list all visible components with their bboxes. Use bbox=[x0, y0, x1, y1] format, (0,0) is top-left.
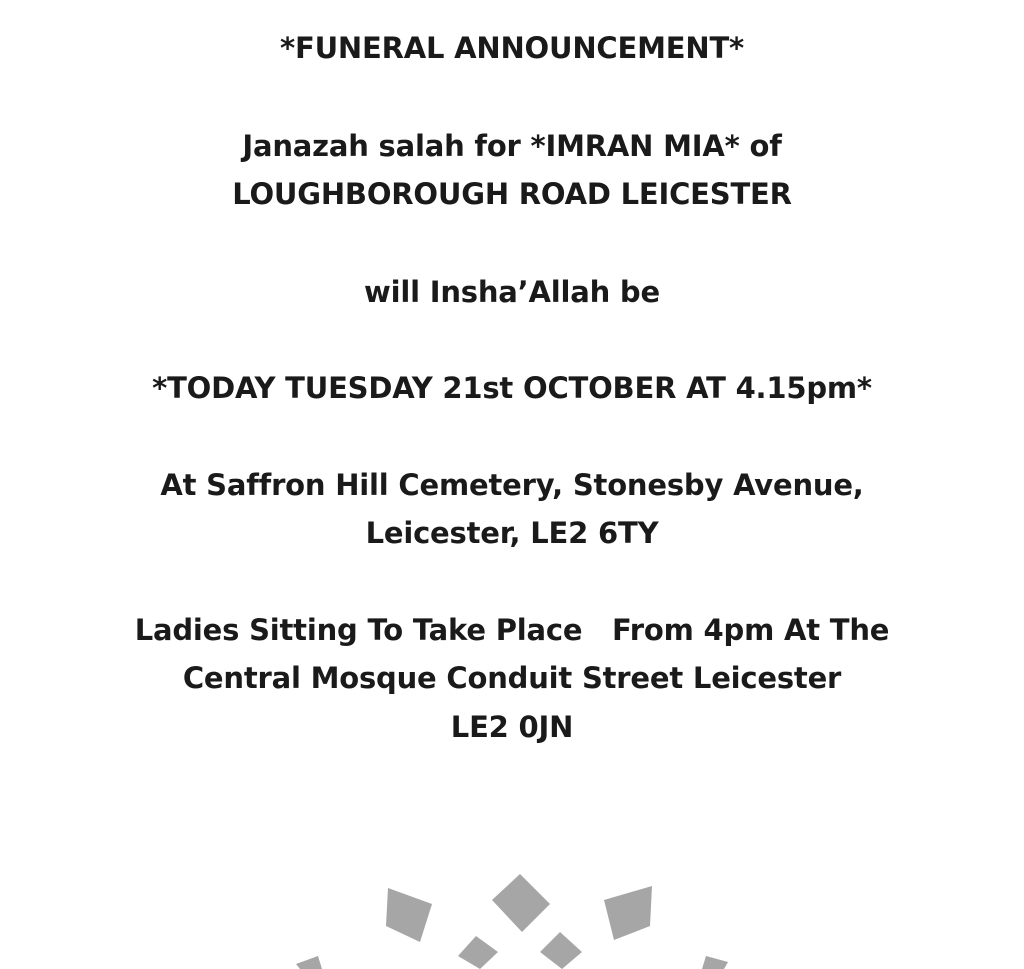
ladies-sitting-line-3: LE2 0JN bbox=[450, 710, 574, 744]
rosette-petal-lower-right bbox=[540, 932, 582, 969]
will-be-line: will Insha’Allah be bbox=[364, 275, 660, 309]
rosette-petal-lower-left bbox=[458, 936, 498, 969]
janazah-intro-line-1: Janazah salah for *IMRAN MIA* of bbox=[242, 129, 782, 163]
rosette-petal-far-left bbox=[296, 956, 322, 969]
janazah-intro-line-2: LOUGHBOROUGH ROAD LEICESTER bbox=[232, 177, 792, 211]
geometric-rosette-icon bbox=[0, 860, 1024, 969]
announcement-title: *FUNERAL ANNOUNCEMENT* bbox=[280, 31, 744, 65]
location-line-1: At Saffron Hill Cemetery, Stonesby Avenue, bbox=[160, 468, 864, 502]
location-line-2: Leicester, LE2 6TY bbox=[365, 516, 659, 550]
date-time-line: *TODAY TUESDAY 21st OCTOBER AT 4.15pm* bbox=[152, 371, 872, 405]
rosette-petal-right bbox=[604, 886, 652, 940]
rosette-petal-left bbox=[386, 888, 432, 942]
rosette-petal-top bbox=[492, 874, 550, 932]
ladies-sitting-line-1: Ladies Sitting To Take Place From 4pm At The bbox=[134, 613, 890, 647]
rosette-petal-far-right bbox=[702, 956, 728, 969]
ladies-sitting-line-2: Central Mosque Conduit Street Leicester bbox=[182, 661, 842, 695]
